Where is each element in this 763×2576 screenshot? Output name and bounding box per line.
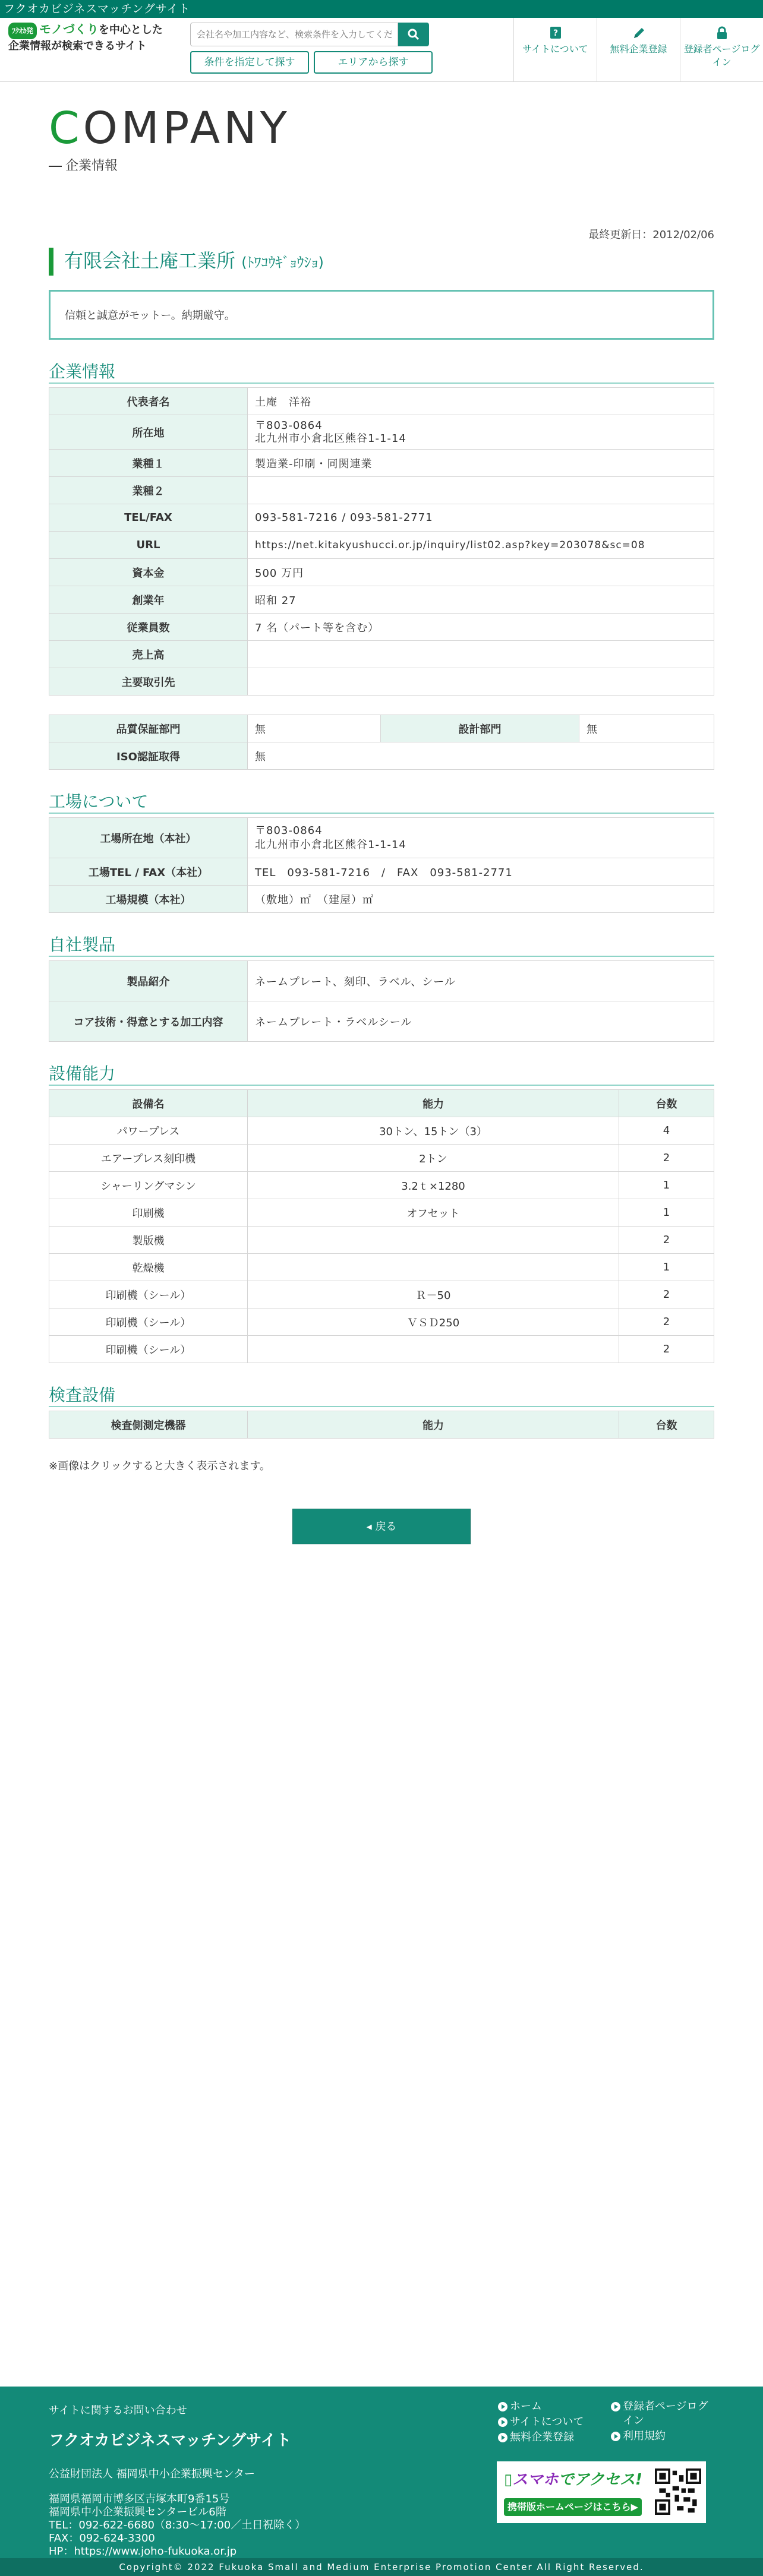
question-icon [514,26,597,42]
banner-title-b: でアクセス! [558,2471,642,2489]
section-heading-company-info: 企業情報 [49,361,714,384]
iso-value: 無 [248,742,714,770]
site-footer [0,2387,763,2576]
table-row [49,1145,714,1172]
search-button[interactable] [398,23,429,46]
nav-about[interactable] [513,18,597,82]
equipment-capacity: ＶＳＤ250 [248,1308,619,1336]
equipment-count: 2 [619,1308,714,1336]
table-row [49,477,714,504]
row-value: 製造業-印刷・同関連業 [248,450,714,477]
company-name [49,248,714,276]
nav-register-label: 無料企業登録 [610,43,667,55]
section-heading-products: 自社製品 [49,934,714,957]
section-heading-inspection: 検査設備 [49,1385,714,1407]
qa-dept-label: 品質保証部門 [49,715,248,742]
col-header-count: 台数 [619,1090,714,1117]
nav-login-label: 登録者ページログイン [683,43,760,68]
logo-line-1 [8,21,187,39]
factory-table [49,817,714,913]
row-value: （敷地）㎡ （建屋）㎡ [248,886,714,913]
equipment-count: 1 [619,1199,714,1227]
table-row [49,614,714,641]
equipment-name: 印刷機 [49,1199,248,1227]
row-label: 業種１ [49,450,248,477]
arrow-circle-icon [611,2432,620,2441]
footer-site-name: フクオカビジネスマッチングサイト [49,2432,292,2449]
company-name-kana: (ﾄﾜｺｳｷﾞｮｳｼｮ) [241,254,324,271]
pencil-icon [597,26,680,42]
design-dept-label: 設計部門 [381,715,579,742]
equipment-table [49,1089,714,1363]
nav-login[interactable] [680,18,763,82]
footer-link-home[interactable] [498,2400,605,2414]
arrow-circle-icon [611,2402,620,2411]
equipment-count: 1 [619,1254,714,1281]
arrow-circle-icon [498,2402,507,2411]
equipment-name: 印刷機（シール） [49,1336,248,1363]
equipment-capacity: オフセット [248,1199,619,1227]
logo-monozukuri: モノづくり [39,22,99,36]
row-value: TEL 093-581-7216 / FAX 093-581-2771 [248,858,714,886]
nav-about-label: サイトについて [522,43,588,55]
row-label: 業種２ [49,477,248,504]
row-value [248,415,714,450]
qa-dept-value: 無 [248,715,381,742]
row-label: 主要取引先 [49,668,248,696]
col-header-capacity: 能力 [248,1411,619,1439]
address: 北九州市小倉北区熊谷1-1-14 [255,432,406,445]
row-value: 7 名（パート等を含む） [248,614,714,641]
row-value: 昭和 27 [248,586,714,614]
table-row [49,641,714,668]
footer-link-about-label[interactable]: サイトについて [510,2416,584,2428]
footer-link-terms[interactable] [611,2429,712,2444]
table-row [49,1308,714,1336]
row-label: TEL/FAX [49,504,248,532]
svg-text:?: ? [553,29,558,38]
mobile-site-banner[interactable] [497,2461,706,2523]
page-title-initial: C [49,103,83,154]
table-row [49,961,714,1001]
site-header [0,18,763,82]
equipment-count: 1 [619,1172,714,1199]
row-value: 093-581-7216 / 093-581-2771 [248,504,714,532]
row-label: 創業年 [49,586,248,614]
equipment-count: 4 [619,1117,714,1145]
page-subtitle-text: 企業情報 [65,159,118,173]
footer-link-home-label[interactable]: ホーム [510,2400,542,2413]
equipment-count: 2 [619,1281,714,1308]
footer-link-terms-label[interactable]: 利用規約 [623,2430,666,2442]
equipment-capacity: 3.2ｔ×1280 [248,1172,619,1199]
table-row [49,1227,714,1254]
col-header-capacity: 能力 [248,1090,619,1117]
row-value [248,818,714,858]
equipment-name: シャーリングマシン [49,1172,248,1199]
footer-hp-label: HP： [49,2545,74,2558]
row-label: 製品紹介 [49,961,248,1001]
table-row [49,1199,714,1227]
header-search [190,23,429,46]
col-header-instrument: 検査側測定機器 [49,1411,248,1439]
footer-link-login[interactable] [611,2400,712,2428]
table-row [49,1172,714,1199]
table-row [49,1281,714,1308]
table-row [49,742,714,770]
company-url-link[interactable]: https://net.kitakyushucci.or.jp/inquiry/list02.asp?key=203078&sc=08 [255,539,645,551]
equipment-name: 印刷機（シール） [49,1281,248,1308]
footer-contact-heading: サイトに関するお問い合わせ [49,2404,187,2417]
row-value [248,477,714,504]
equipment-name: 乾燥機 [49,1254,248,1281]
copyright: Copyright© 2022 Fukuoka Small and Medium Enterprise Promotion Center All Right Reserved. [0,2558,763,2576]
equipment-capacity [248,1254,619,1281]
table-row [49,559,714,586]
row-label: 売上高 [49,641,248,668]
equipment-count: 2 [619,1145,714,1172]
equipment-capacity: 2トン [248,1145,619,1172]
company-motto: 信頼と誠意がモットー。納期厳守。 [49,290,714,340]
equipment-name: エアープレス刻印機 [49,1145,248,1172]
footer-link-register-label[interactable]: 無料企業登録 [510,2431,574,2444]
factory-address: 北九州市小倉北区熊谷1-1-14 [255,838,406,851]
table-row [49,1254,714,1281]
table-row [49,886,714,913]
arrow-circle-icon [498,2433,507,2442]
footer-links-col-1 [498,2400,605,2446]
arrow-circle-icon [498,2417,507,2427]
table-row [49,450,714,477]
footer-address [49,2493,305,2558]
table-row [49,415,714,450]
row-value: 500 万円 [248,559,714,586]
site-topbar: フクオカビジネスマッチングサイト [0,0,763,18]
back-button[interactable]: ◂ 戻る [292,1509,471,1544]
page-subtitle [49,156,714,174]
footer-contact-block [49,2402,305,2558]
equipment-capacity: 30トン、15トン（3） [248,1117,619,1145]
footer-fax: FAX：092-624-3300 [49,2532,155,2545]
row-label: コア技術・得意とする加工内容 [49,1001,248,1042]
table-row [49,1001,714,1042]
table-row [49,504,714,532]
row-label: 所在地 [49,415,248,450]
table-row [49,1117,714,1145]
company-name-text: 有限会社土庵工業所 [64,249,236,272]
footer-link-login-label[interactable]: 登録者ページログイン [623,2400,708,2427]
footer-address-line-1: 福岡県福岡市博多区吉塚本町9番15号 [49,2493,230,2505]
table-row [49,1336,714,1363]
equipment-count: 2 [619,1227,714,1254]
table-row [49,586,714,614]
footer-hp-link[interactable]: https://www.joho-fukuoka.or.jp [74,2545,237,2558]
banner-subtitle: 携帯版ホームページはこちら▶ [504,2498,642,2516]
table-row [49,818,714,858]
footer-hp [49,2545,305,2558]
footer-organization: 公益財団法人 福岡県中小企業振興センター [49,2468,255,2480]
equipment-count: 2 [619,1336,714,1363]
equipment-name: パワープレス [49,1117,248,1145]
row-label: URL [49,532,248,559]
table-row [49,858,714,886]
table-row [49,715,714,742]
banner-title [504,2467,642,2489]
row-value: ネームプレート・ラベルシール [248,1001,714,1042]
equipment-name: 印刷機（シール） [49,1308,248,1336]
smartphone-icon: ▯ [504,2471,513,2489]
page-title [49,105,714,152]
image-click-note: ※画像はクリックすると大きく表示されます。 [49,1460,270,1472]
banner-title-a: スマホ [512,2471,559,2489]
row-label: 工場規模（本社） [49,886,248,913]
col-header-count: 台数 [619,1411,714,1439]
design-dept-value: 無 [579,715,714,742]
nav-register[interactable] [597,18,680,82]
table-header-row [49,1411,714,1439]
section-heading-equipment: 設備能力 [49,1063,714,1086]
search-icon [408,29,420,40]
header-nav [513,18,763,82]
equipment-capacity [248,1227,619,1254]
table-row [49,388,714,415]
search-input[interactable] [190,23,398,46]
row-value: ネームプレート、刻印、ラベル、シール [248,961,714,1001]
row-value [248,641,714,668]
equipment-name: 製版機 [49,1227,248,1254]
equipment-capacity: Ｒ－50 [248,1281,619,1308]
logo-line-1-tail: を中心とした [98,24,163,36]
site-logo[interactable] [8,21,187,53]
search-by-condition-button[interactable]: 条件を指定して探す [190,51,309,74]
logo-line-2: 企業情報が検索できるサイト [8,40,147,52]
table-row [49,532,714,559]
table-row [49,668,714,696]
iso-label: ISO認証取得 [49,742,248,770]
qr-code-icon [655,2468,701,2515]
lock-icon [680,26,763,42]
company-info-table [49,387,714,696]
page-title-rest: OMPANY [83,103,291,154]
main-content [49,82,714,1544]
footer-link-about[interactable] [498,2415,605,2429]
inspection-table [49,1411,714,1439]
row-value [248,532,714,559]
row-value [248,668,714,696]
section-heading-factory: 工場について [49,791,714,814]
search-by-area-button[interactable]: エリアから探す [314,51,433,74]
footer-links-col-2 [611,2400,712,2445]
col-header-name: 設備名 [49,1090,248,1117]
equipment-capacity [248,1336,619,1363]
row-label: 従業員数 [49,614,248,641]
row-label: 工場所在地（本社） [49,818,248,858]
footer-tel: TEL：092-622-6680（8:30～17:00／土日祝除く） [49,2519,306,2531]
last-updated: 最終更新日：2012/02/06 [588,229,714,241]
products-table [49,960,714,1042]
quality-table [49,715,714,770]
factory-postal-code: 〒803-0864 [255,824,323,837]
footer-address-line-2: 福岡県中小企業振興センタービル6階 [49,2506,226,2518]
footer-link-register[interactable] [498,2430,605,2445]
postal-code: 〒803-0864 [255,419,323,432]
row-value: 土庵 洋裕 [248,388,714,415]
row-label: 代表者名 [49,388,248,415]
row-label: 工場TEL / FAX（本社） [49,858,248,886]
table-header-row [49,1090,714,1117]
logo-badge: ﾌｸｵｶ発 [8,23,37,39]
row-label: 資本金 [49,559,248,586]
